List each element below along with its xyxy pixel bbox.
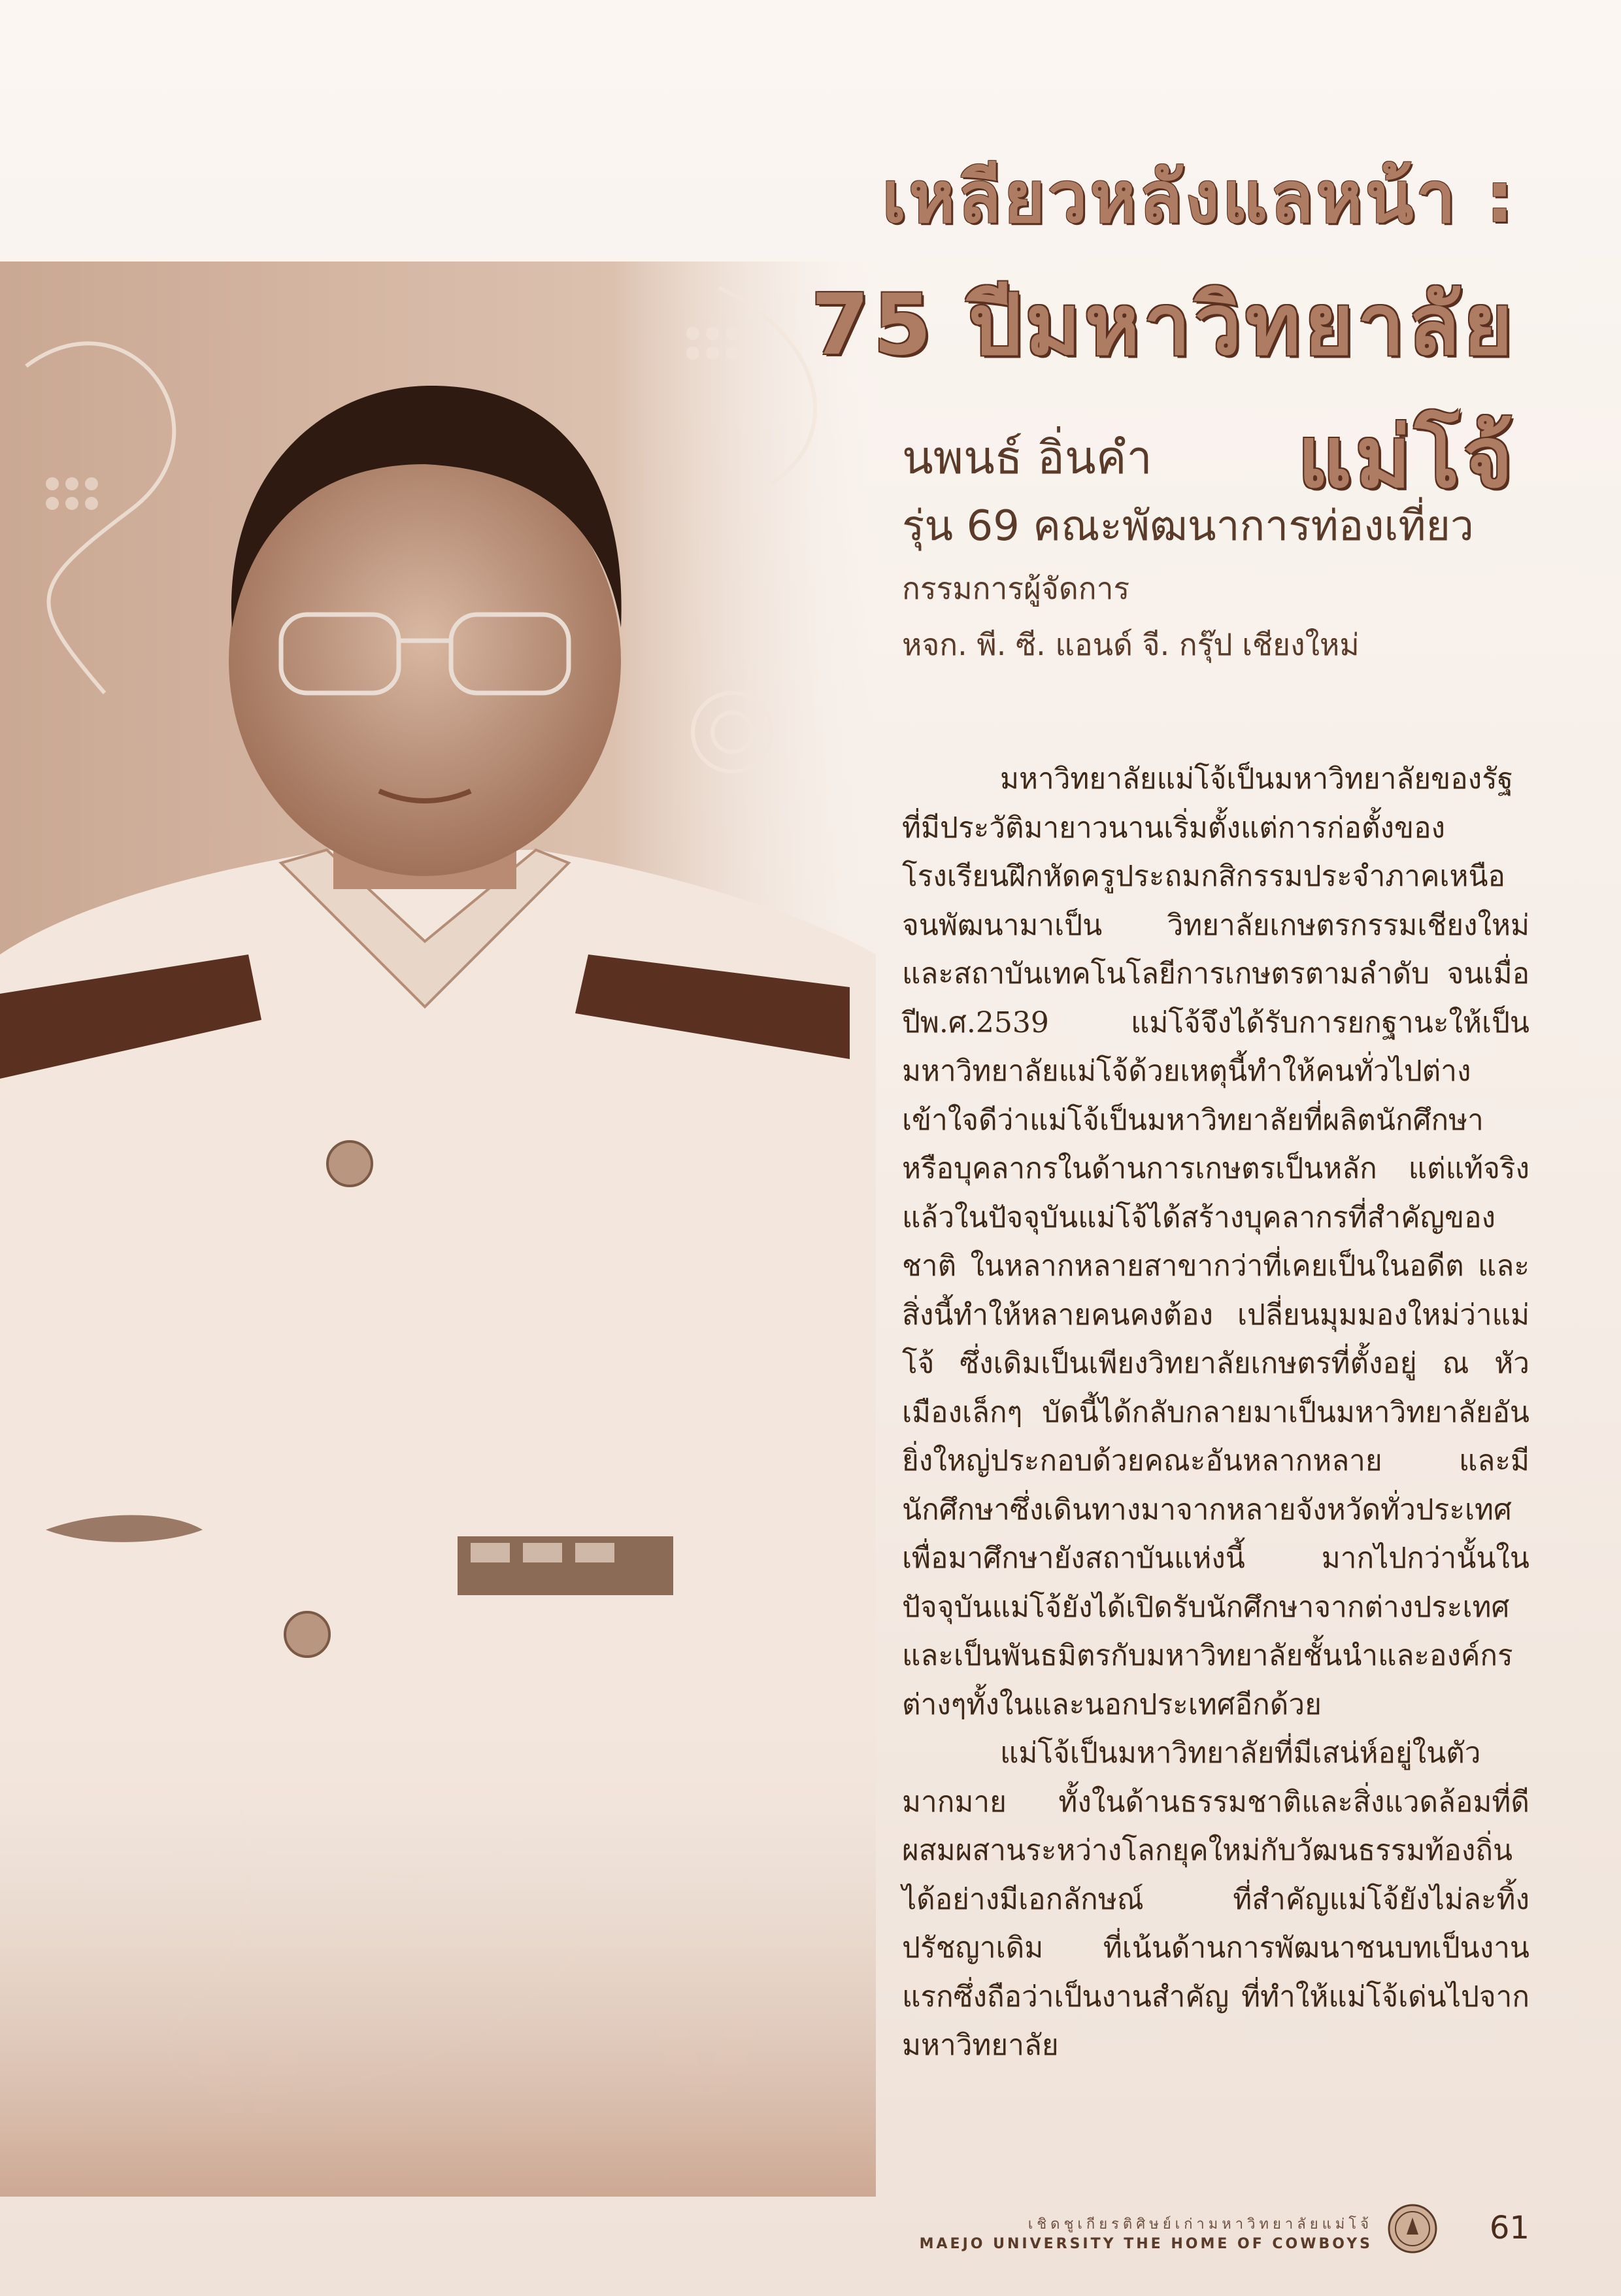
footer-english-tagline: MAEJO UNIVERSITY THE HOME OF COWBOYS <box>919 2236 1373 2252</box>
footer-thai-tagline: เชิดชูเกียรติศิษย์เก่ามหาวิทยาลัยแม่โจ้ <box>1028 2216 1373 2233</box>
article-title-line1: เหลียวหลังแลหน้า : <box>882 157 1516 239</box>
portrait-photo <box>0 235 876 2197</box>
author-position: กรรมการผู้จัดการ <box>902 571 1130 606</box>
article-body <box>902 755 1529 2070</box>
author-block <box>902 425 1556 675</box>
article-title-line2: 75 ปีมหาวิทยาลัยแม่โจ้ <box>811 277 1516 507</box>
author-organization: หจก. พี. ซี. แอนด์ จี. กรุ๊ป เชียงใหม่ <box>902 627 1360 662</box>
body-paragraph: มหาวิทยาลัยแม่โจ้เป็นมหาวิทยาลัยของรัฐที่มีประวัติมายาวนานเริ่มตั้งแต่การก่อตั้งของโรงเรียนฝึกหัดครูประถมกสิกรรมประจำภาคเหนือ จนพัฒนามาเป็น วิทยาลัยเกษตรกรรมเชียงใหม่ และสถาบันเทคโนโลยีการเกษตรตามลำดับ จนเมื่อปีพ.ศ.2539 แม่โจ้จึงได้รับการยกฐานะให้เป็นมหาวิทยาลัยแม่โจ้ด้วยเหตุนี้ทำให้คนทั่วไปต่างเข้าใจดีว่าแม่โจ้เป็นมหาวิทยาลัยที่ผลิตนักศึกษาหรือบุคลากรในด้านการเกษตรเป็นหลัก แต่แท้จริงแล้วในปัจจุบันแม่โจ้ได้สร้างบุคลากรที่สำคัญของชาติ ในหลากหลายสาขากว่าที่เคยเป็นในอดีต และสิ่งนี้ทำให้หลายคนคงต้อง เปลี่ยนมุมมองใหม่ว่าแม่โจ้ ซึ่งเดิมเป็นเพียงวิทยาลัยเกษตรที่ตั้งอยู่ ณ หัวเมืองเล็กๆ บัดนี้ได้กลับกลายมาเป็นมหาวิทยาลัยอันยิ่งใหญ่ประกอบด้วยคณะอันหลากหลาย และมีนักศึกษาซึ่งเดินทางมาจากหลายจังหวัดทั่วประเทศ เพื่อมาศึกษายังสถาบันแห่งนี้ มากไปกว่านั้นในปัจจุบันแม่โจ้ยังได้เปิดรับนักศึกษาจากต่างประเทศและเป็นพันธมิตรกับมหาวิทยาลัยชั้นนำและองค์กรต่างๆทั้งในและนอกประเทศอีกด้วย <box>902 762 1529 1721</box>
page-footer <box>902 2203 1529 2282</box>
university-seal-icon <box>1387 2203 1438 2254</box>
page-number: 61 <box>1489 2210 1529 2246</box>
author-class-faculty: รุ่น 69 คณะพัฒนาการท่องเที่ยว <box>902 502 1474 550</box>
author-name: นพนธ์ อิ่นคำ <box>902 431 1152 484</box>
body-paragraph: แม่โจ้เป็นมหาวิทยาลัยที่มีเสน่ห์อยู่ในตัวมากมาย ทั้งในด้านธรรมชาติและสิ่งแวดล้อมที่ดีผสมผสานระหว่างโลกยุคใหม่กับวัฒนธรรมท้องถิ่นได้อย่างมีเอกลักษณ์ ที่สำคัญแม่โจ้ยังไม่ละทิ้งปรัชญาเดิม ที่เน้นด้านการพัฒนาชนบทเป็นงานแรกซึ่งถือว่าเป็นงานสำคัญ ที่ทำให้แม่โจ้เด่นไปจากมหาวิทยาลัย <box>902 1736 1529 2062</box>
